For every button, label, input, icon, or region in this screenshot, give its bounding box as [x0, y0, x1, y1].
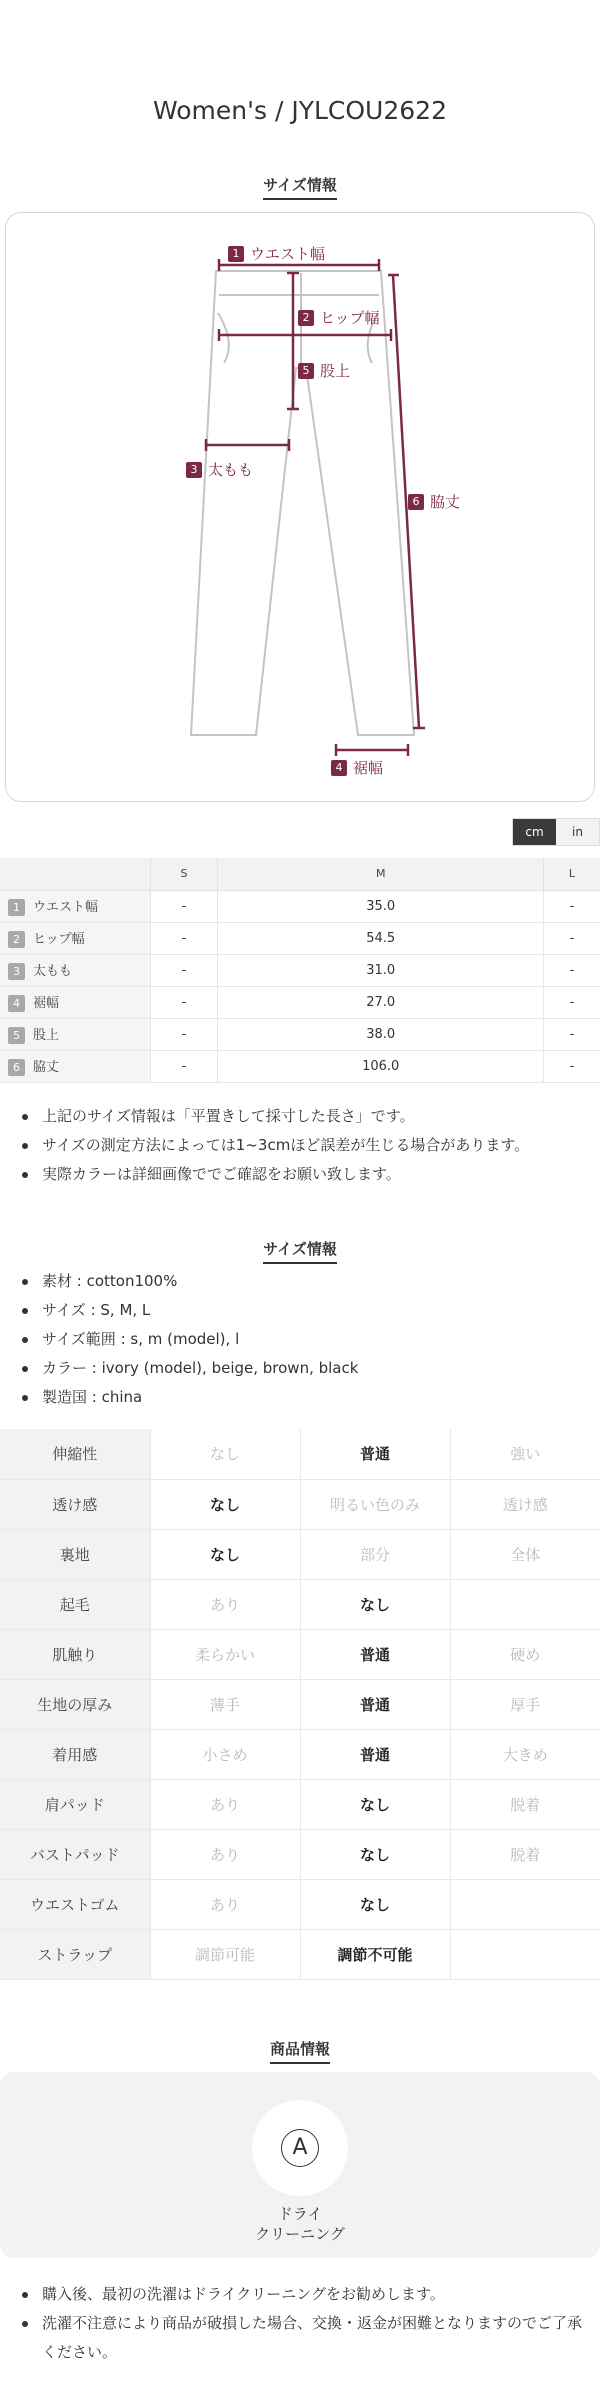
attribute-label: ウエストゴム — [0, 1879, 150, 1929]
row-label-text: 脇丈 — [33, 1060, 60, 1075]
attribute-option-selected: なし — [300, 1829, 450, 1879]
attribute-option: あり — [150, 1829, 300, 1879]
attribute-option: 薄手 — [150, 1679, 300, 1729]
row-label-text: 太もも — [33, 964, 73, 979]
size-value-cell: - — [150, 954, 218, 986]
row-label — [0, 954, 150, 986]
attribute-option: 透け感 — [450, 1479, 600, 1529]
attribute-label: 生地の厚み — [0, 1679, 150, 1729]
attribute-option: 脱着 — [450, 1779, 600, 1829]
care-label: ドライ クリーニング — [255, 2205, 345, 2243]
attribute-option-selected: 調節不可能 — [300, 1929, 450, 1979]
size-value-cell: - — [150, 922, 218, 954]
list-item: 素材 : cotton100% — [22, 1267, 592, 1296]
attribute-row — [0, 1729, 600, 1779]
attribute-option-selected: 普通 — [300, 1429, 450, 1479]
size-value-cell: - — [543, 986, 600, 1018]
attribute-row — [0, 1829, 600, 1879]
row-label-text: ウエスト幅 — [33, 900, 99, 915]
attribute-option-selected: なし — [300, 1579, 450, 1629]
unit-toggle[interactable] — [512, 818, 600, 846]
row-label — [0, 1018, 150, 1050]
attribute-label: 着用感 — [0, 1729, 150, 1779]
attribute-option: 強い — [450, 1429, 600, 1479]
info-heading: サイズ情報 — [0, 1238, 600, 1264]
attribute-option — [450, 1879, 600, 1929]
dry-clean-icon: A — [281, 2129, 319, 2167]
attribute-label: 肌触り — [0, 1629, 150, 1679]
unit-cm-button[interactable]: cm — [513, 819, 556, 845]
list-item: 洗濯不注意により商品が破損した場合、交換・返金が困難となりますのでご了承ください。 — [22, 2309, 592, 2367]
size-table-header — [0, 858, 600, 890]
list-item: 実際カラーは詳細画像ででご確認をお願い致します。 — [22, 1160, 592, 1189]
diagram-label-rise: 5 股上 — [298, 360, 350, 381]
row-number: 4 — [8, 995, 25, 1012]
list-item: サイズ : S, M, L — [22, 1296, 592, 1325]
attribute-row — [0, 1529, 600, 1579]
row-label — [0, 922, 150, 954]
diagram-label-side: 6 脇丈 — [408, 491, 460, 512]
header-empty — [0, 858, 150, 890]
attribute-option: あり — [150, 1879, 300, 1929]
size-value-cell: 106.0 — [218, 1050, 543, 1082]
attribute-row — [0, 1879, 600, 1929]
size-value-cell: - — [150, 890, 218, 922]
row-number: 3 — [8, 963, 25, 980]
row-number: 6 — [8, 1059, 25, 1076]
size-value-cell: 38.0 — [218, 1018, 543, 1050]
attribute-label: 肩パッド — [0, 1779, 150, 1829]
size-table-row — [0, 1018, 600, 1050]
attribute-table — [0, 1429, 600, 1980]
unit-in-button[interactable]: in — [572, 825, 583, 839]
attribute-option-selected: 普通 — [300, 1729, 450, 1779]
attribute-label: 裏地 — [0, 1529, 150, 1579]
attribute-option: 全体 — [450, 1529, 600, 1579]
column-header: S — [150, 858, 218, 890]
size-value-cell: - — [150, 1018, 218, 1050]
attribute-option-selected: なし — [150, 1529, 300, 1579]
size-notes — [22, 1102, 592, 1189]
attribute-option-selected: 普通 — [300, 1679, 450, 1729]
column-header: M — [218, 858, 543, 890]
attribute-option: あり — [150, 1779, 300, 1829]
attribute-row — [0, 1629, 600, 1679]
attribute-option: 明るい色のみ — [300, 1479, 450, 1529]
size-value-cell: - — [150, 1050, 218, 1082]
list-item: サイズの測定方法によっては1~3cmほど誤差が生じる場合があります。 — [22, 1131, 592, 1160]
row-label-text: ヒップ幅 — [33, 932, 85, 947]
page-title: Women's / JYLCOU2622 — [153, 96, 447, 125]
attribute-label: ストラップ — [0, 1929, 150, 1979]
size-heading: サイズ情報 — [0, 174, 600, 200]
size-value-cell: 31.0 — [218, 954, 543, 986]
attribute-option: 部分 — [300, 1529, 450, 1579]
row-label-text: 裾幅 — [33, 996, 60, 1011]
row-label — [0, 986, 150, 1018]
attribute-option — [450, 1929, 600, 1979]
attribute-option: 調節可能 — [150, 1929, 300, 1979]
attribute-option — [450, 1579, 600, 1629]
size-diagram — [5, 212, 595, 802]
row-number: 1 — [8, 899, 25, 916]
size-table-row — [0, 1050, 600, 1082]
diagram-label-thigh: 3 太もも — [186, 459, 253, 480]
care-notes — [22, 2280, 592, 2367]
attribute-label: 伸縮性 — [0, 1429, 150, 1479]
attribute-label: 起毛 — [0, 1579, 150, 1629]
attribute-row — [0, 1679, 600, 1729]
list-item: 購入後、最初の洗濯はドライクリーニングをお勧めします。 — [22, 2280, 592, 2309]
row-number: 5 — [8, 1027, 25, 1044]
care-card — [0, 2072, 600, 2258]
product-heading: 商品情報 — [0, 2038, 600, 2064]
pants-illustration — [6, 213, 596, 803]
size-value-cell: 54.5 — [218, 922, 543, 954]
list-item: カラー : ivory (model), beige, brown, black — [22, 1354, 592, 1383]
row-label — [0, 1050, 150, 1082]
size-table-row — [0, 922, 600, 954]
column-header: L — [543, 858, 600, 890]
attribute-label: 透け感 — [0, 1479, 150, 1529]
attribute-option: あり — [150, 1579, 300, 1629]
size-value-cell: - — [543, 1050, 600, 1082]
product-spec-list — [22, 1267, 592, 1412]
attribute-option: 大きめ — [450, 1729, 600, 1779]
list-item: 上記のサイズ情報は「平置きして採寸した長さ」です。 — [22, 1102, 592, 1131]
attribute-option: なし — [150, 1429, 300, 1479]
size-value-cell: - — [543, 922, 600, 954]
care-icon-circle — [252, 2100, 348, 2196]
diagram-label-hem: 4 裾幅 — [331, 757, 383, 778]
size-value-cell: 27.0 — [218, 986, 543, 1018]
list-item: 製造国 : china — [22, 1383, 592, 1412]
attribute-row — [0, 1479, 600, 1529]
attribute-option-selected: なし — [150, 1479, 300, 1529]
attribute-option-selected: なし — [300, 1879, 450, 1929]
size-value-cell: - — [543, 890, 600, 922]
size-table-row — [0, 986, 600, 1018]
diagram-label-waist: 1 ウエスト幅 — [228, 243, 325, 264]
size-value-cell: - — [543, 1018, 600, 1050]
size-value-cell: 35.0 — [218, 890, 543, 922]
row-number: 2 — [8, 931, 25, 948]
attribute-row — [0, 1929, 600, 1979]
diagram-label-hip: 2 ヒップ幅 — [298, 307, 380, 328]
attribute-option: 硬め — [450, 1629, 600, 1679]
attribute-row — [0, 1779, 600, 1829]
attribute-option: 脱着 — [450, 1829, 600, 1879]
attribute-row — [0, 1579, 600, 1629]
attribute-option-selected: 普通 — [300, 1629, 450, 1679]
attribute-label: バストパッド — [0, 1829, 150, 1879]
size-value-cell: - — [543, 954, 600, 986]
size-value-cell: - — [150, 986, 218, 1018]
size-table-row — [0, 890, 600, 922]
attribute-option: 厚手 — [450, 1679, 600, 1729]
attribute-option: 小さめ — [150, 1729, 300, 1779]
row-label — [0, 890, 150, 922]
row-label-text: 股上 — [33, 1028, 60, 1043]
attribute-row — [0, 1429, 600, 1479]
attribute-option-selected: なし — [300, 1779, 450, 1829]
size-table — [0, 858, 600, 1083]
list-item: サイズ範囲 : s, m (model), l — [22, 1325, 592, 1354]
size-table-row — [0, 954, 600, 986]
attribute-option: 柔らかい — [150, 1629, 300, 1679]
